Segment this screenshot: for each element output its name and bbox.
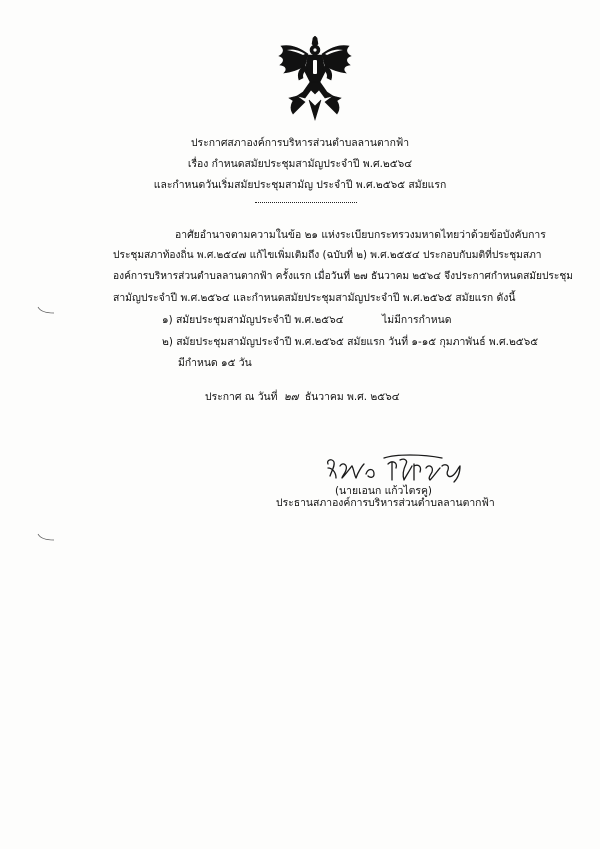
margin-mark-icon [36,532,56,542]
announcement-title: ประกาศสภาองค์การบริหารส่วนตำบลลานตากฟ้า [190,137,410,149]
announcement-subject-continued: และกำหนดวันเริ่มสมัยประชุมสามัญ ประจำปี พ.ศ.๒๕๖๕ สมัยแรก [153,179,447,191]
announce-suffix: ธันวาคม พ.ศ. ๒๕๖๔ [304,391,400,403]
item-2-continued: มีกำหนด ๑๕ วัน [178,357,252,369]
garuda-emblem-icon [275,36,355,122]
item-1-value: ไม่มีการกำหนด [382,314,452,326]
item-1: ๑) สมัยประชุมสามัญประจำปี พ.ศ.๒๕๖๔ [162,314,344,326]
dotted-separator [255,202,357,203]
body-paragraph-line: สามัญประจำปี พ.ศ.๒๕๖๔ และกำหนดสมัยประชุมสามัญประจำปี พ.ศ.๒๕๖๕ สมัยแรก ดังนี้ [113,292,516,304]
signatory-position: ประธานสภาองค์การบริหารส่วนตำบลลานตากฟ้า [276,497,495,509]
item-2: ๒) สมัยประชุมสามัญประจำปี พ.ศ.๒๕๖๕ สมัยแรก วันที่ ๑-๑๕ กุมภาพันธ์ พ.ศ.๒๕๖๕ [162,336,539,348]
signatory-name: (นายเอนก แก้วไตรคู) [335,485,432,497]
body-paragraph-line: องค์การบริหารส่วนตำบลลานตากฟ้า ครั้งแรก เมื่อวันที่ ๒๗ ธันวาคม ๒๕๖๔ จึงประกาศกำหนดสมัยประชุม [113,271,574,282]
announce-prefix: ประกาศ ณ วันที่ [205,391,278,403]
announce-date [205,390,400,404]
body-paragraph-line: อาศัยอำนาจตามความในข้อ ๒๑ แห่งระเบียบกระทรวงมหาดไทยว่าด้วยข้อบังคับการ [175,229,546,241]
announce-day: ๒๗ [283,391,299,403]
announcement-subject: เรื่อง กำหนดสมัยประชุมสามัญประจำปี พ.ศ.๒๕๖๔ [187,158,413,170]
margin-mark-icon [36,305,56,315]
body-paragraph-line: ประชุมสภาท้องถิ่น พ.ศ.๒๕๔๗ แก้ไขเพิ่มเติมถึง (ฉบับที่ ๒) พ.ศ.๒๕๕๔ ประกอบกับมติที่ประชุมสภา [113,250,542,261]
handwritten-signature [322,452,482,488]
